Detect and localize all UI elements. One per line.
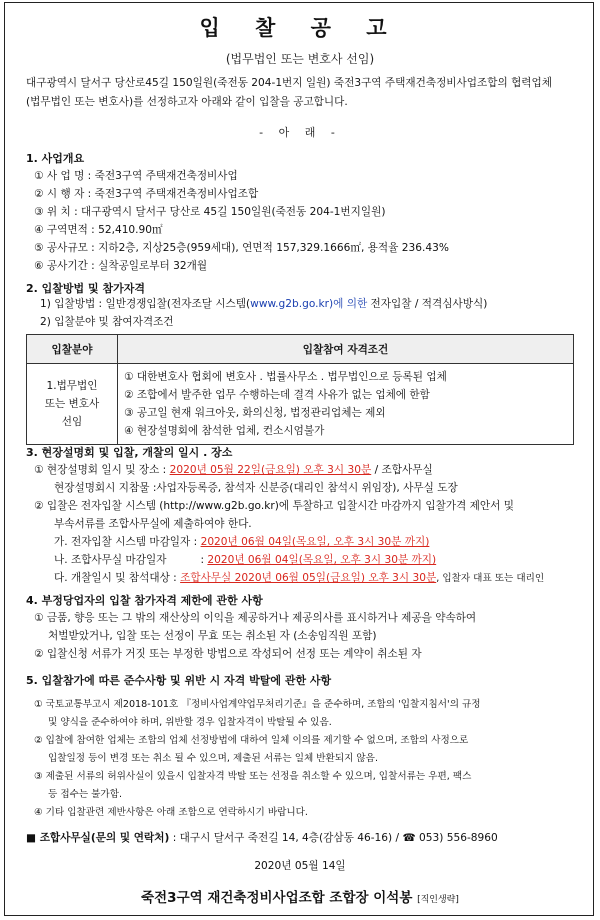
s3-deadline-office-label: 나. 조합사무실 마감일자 [54,554,167,566]
s3-opening-label: 다. 개찰일시 및 참석대상 : [54,572,181,584]
s5-item-cont: 등 접수는 불가함. [48,789,123,800]
signature-line [0,886,600,906]
s3-opening-attendee: , 입찰자 대표 또는 대리인 [436,573,545,584]
conditions-cell [118,364,574,445]
s5-item-cont: 및 양식을 준수하여야 하며, 위반할 경우 입찰자격이 박탈될 수 있음. [48,717,332,728]
s3-briefing-items: 현장설명회시 지참물 :사업자등록증, 참석자 신분증(대리인 참석시 위임장), 사무실 도장 [54,482,458,494]
table-row [27,364,574,445]
signature-text: 죽전3구역 재건축정비사업조합 조합장 이석봉 [141,890,413,906]
s5-item: ① 국토교통부고시 제2018-101호 『정비사업계약업무처리기준』을 준수하며, 조합의 '입찰지침서'의 규정 [34,699,481,710]
section-3-heading: 3. 현장설명회 및 입찰, 개찰의 일시 . 장소 [26,446,233,459]
s1-item: ④ 구역면적 : 52,410.90㎡ [34,224,163,236]
s3-deadline-online-label: 가. 전자입찰 시스템 마감일자 : [54,536,201,548]
contact-line [26,830,498,845]
condition-item: ① 대한변호사 협회에 변호사 . 법률사무소 . 법무법인으로 등록된 업체 [124,371,447,383]
g2b-link[interactable]: www.g2b.go.kr)에 의한 [250,298,368,310]
field-cell [27,364,118,445]
s3-colon: : [200,554,208,566]
s2-bid-method-suffix: 전자입찰 / 적격심사방식) [367,298,488,310]
s2-bid-method-text: 1) 입찰방법 : 일반경쟁입찰(전자조달 시스템( [40,298,251,310]
section-2-heading: 2. 입찰방법 및 참가자격 [26,282,145,295]
field-line: 선임 [61,416,83,428]
page-subtitle: (법무법인 또는 변호사 선임) [225,52,375,66]
field-line: 1.법무법인 [46,380,98,392]
s5-item: ③ 제출된 서류의 허위사실이 있을시 입찰자격 박탈 또는 선정을 취소할 수 있으며, 입찰서류는 우편, 팩스 [34,771,472,782]
table-header-field: 입찰분야 [27,335,118,364]
contact-info: : 대구시 달서구 죽전길 14, 4층(감삼동 46-16) / ☎ 053) 556-8960 [169,832,498,844]
s1-item: ③ 위 치 : 대구광역시 달서구 당산로 45길 150일원(죽전동 204-1번지일원) [34,206,386,218]
section-5-heading: 5. 입찰참가에 따른 준수사항 및 위반 시 자격 박탈에 관한 사항 [26,674,332,687]
s3-e-bid: ② 입찰은 전자입찰 시스템 (http://www.g2b.go.kr)에 투찰하고 입찰시간 마감까지 입찰가격 제안서 및 [34,500,514,512]
s1-item: ⑥ 공사기간 : 실착공일로부터 32개월 [34,260,208,272]
s4-item: ① 금품, 향응 또는 그 밖의 재산상의 이익을 제공하거나 제공의사를 표시하거나 제공을 약속하여 [34,612,477,624]
condition-item: ② 조합에서 발주한 업무 수행하는데 결격 사유가 없는 업체에 한함 [124,389,430,401]
s3-deadline-office [54,552,436,567]
s4-item-cont: 처벌받았거나, 입찰 또는 선정이 무효 또는 취소된 자 (소송임직원 포함) [48,630,377,642]
condition-item: ③ 공고일 현재 워크아웃, 화의신청, 법정관리업체는 제외 [124,407,386,419]
online-deadline-date: 2020년 06월 04일(목요일, 오후 3시 30분 까지) [200,536,430,548]
qualification-table [26,334,574,445]
s5-item-cont: 입찰일정 등이 변경 또는 취소 될 수 있으며, 제출된 서류는 일체 반환되지 않음. [48,753,378,764]
announcement-date: 2020년 05월 14일 [254,860,346,872]
page-title: 입 찰 공 고 [199,16,401,40]
s3-opening [54,570,544,585]
s3-briefing [34,462,433,477]
s3-briefing-place: / 조합사무실 [371,464,433,476]
field-line: 또는 변호사 [44,398,100,410]
s1-item: ① 사 업 명 : 죽전3구역 주택재건축정비사업 [34,170,238,182]
s2-bid-method [40,296,487,311]
s3-briefing-label: ① 현장설명회 일시 및 장소 : [34,464,170,476]
seal-omitted-note: [직인생략] [417,895,459,905]
s1-item: ② 시 행 자 : 죽전3구역 주택재건축정비사업조합 [34,188,259,200]
contact-label: ■ 조합사무실(문의 및 연락처) [26,832,170,844]
s5-item: ② 입찰에 참여한 업체는 조합의 업체 선정방법에 대하여 일체 이의를 제기할 수 없으며, 조합의 사정으로 [34,735,469,746]
condition-item: ④ 현장설명회에 참석한 업체, 컨소시엄불가 [124,425,325,437]
section-4-heading: 4. 부정당업자의 입찰 참가자격 제한에 관한 사항 [26,594,263,607]
s2-bid-field: 2) 입찰분야 및 참여자격조건 [40,316,174,328]
opening-date: 조합사무실 2020년 06월 05일(금요일) 오후 3시 30분 [180,572,437,584]
intro-paragraph: 대구광역시 달서구 당산로45길 150일원(죽전동 204-1번지 일원) 죽전3구역 주택재건축정비사업조합의 협력업체(법무법인 또는 변호사)를 선정하고자 아래와 같이 입찰을 공고합니다. [26,77,553,108]
section-1-heading: 1. 사업개요 [26,152,85,165]
s5-item: ④ 기타 입찰관련 제반사항은 아래 조합으로 연락하시기 바랍니다. [34,807,308,818]
s3-e-bid-cont: 부속서류를 조합사무실에 제출하여야 한다. [54,518,252,530]
s3-deadline-online [54,534,429,549]
section-marker: - 아 래 - [259,126,341,139]
office-deadline-date: 2020년 06월 04일(목요일, 오후 3시 30분 까지) [207,554,437,566]
s1-item: ⑤ 공사규모 : 지하2층, 지상25층(959세대), 연면적 157,329.1666㎡, 용적율 236.43% [34,242,449,254]
briefing-date: 2020년 05월 22일(금요일) 오후 3시 30분 [169,464,372,476]
table-header-conditions: 입찰참여 자격조건 [118,335,574,364]
s4-item: ② 입찰신청 서류가 거짓 또는 부정한 방법으로 작성되어 선정 또는 계약이 취소된 자 [34,648,422,660]
